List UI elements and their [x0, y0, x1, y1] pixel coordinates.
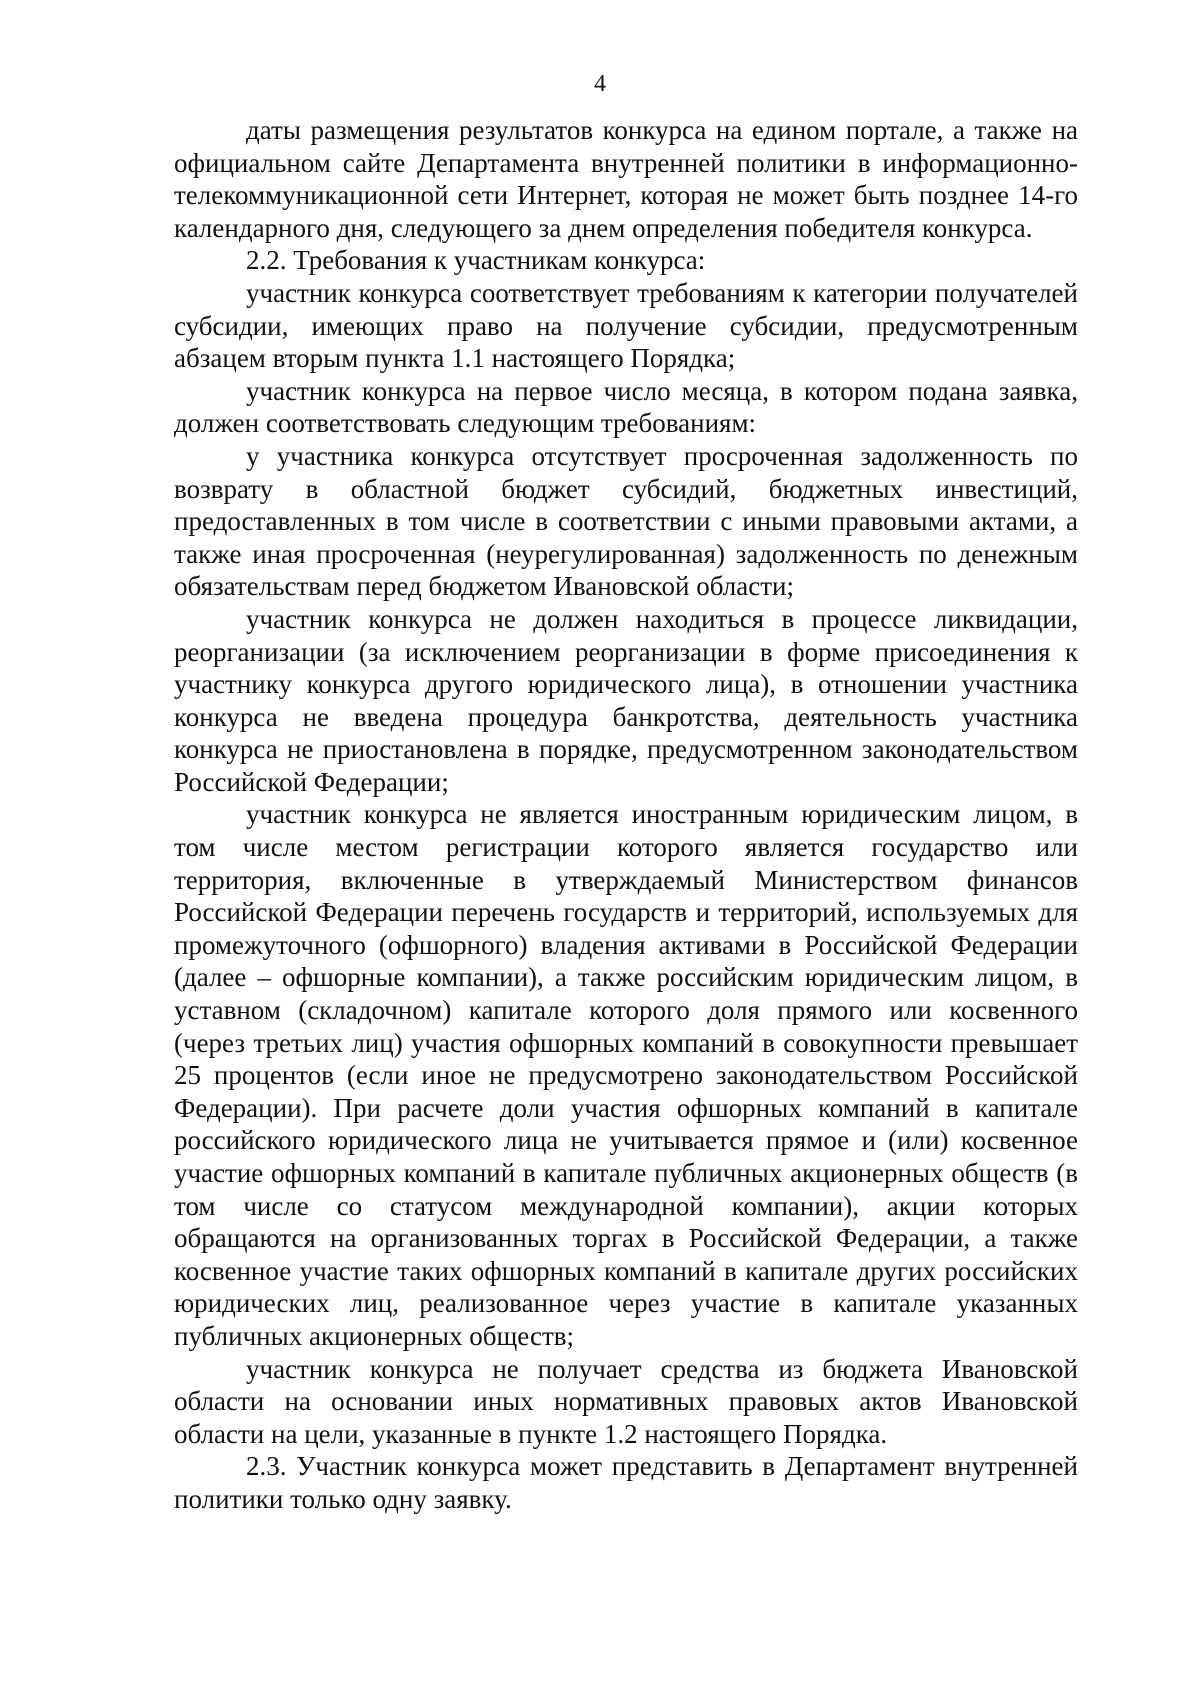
- paragraph-no-liquidation: участник конкурса не должен находиться в процессе ликвидации, реорганизации (за исключением реорганизации в форме присоединения к участнику конкурса другого юридического лица), в отношении участника конкурса не введена процедура банкротства, деятельность участника конкурса не приостановлена в порядке, предусмотренном законодательством Российской Федерации;: [174, 603, 1078, 797]
- page-number: 4: [594, 71, 606, 97]
- paragraph-section-2-3: 2.3. Участник конкурса может представить в Департамент внутренней политики только одну заявку.: [174, 1451, 1078, 1514]
- paragraph-no-other-funds: участник конкурса не получает средства из бюджета Ивановской области на основании иных нормативных правовых актов Ивановской области на цели, указанные в пункте 1.2 настоящего Порядка.: [174, 1353, 1078, 1449]
- paragraph-category-requirement: участник конкурса соответствует требованиям к категории получателей субсидии, имеющих право на получение субсидии, предусмотренным абзацем вторым пункта 1.1 настоящего Порядка;: [174, 277, 1078, 374]
- paragraph-not-foreign-entity: участник конкурса не является иностранным юридическим лицом, в том числе местом регистрации которого является государство или территория, включенные в утверждаемый Министерством финансов Российской Федерации перечень государств и территорий, используемых для промежуточного (офшорного) владения активами в Российской Федерации (далее – офшорные компании), а также российским юридическим лицом, в уставном (складочном) капитале которого доля прямого или косвенного (через третьих лиц) участия офшорных компаний в совокупности превышает 25 процентов (если иное не предусмотрено законодательством Российской Федерации). При расчете доли участия офшорных компаний в капитале российского юридического лица не учитывается прямое и (или) косвенное участие офшорных компаний в капитале публичных акционерных обществ (в том числе со статусом международной компании), акции которых обращаются на организованных торгах в Российской Федерации, а также косвенное участие таких офшорных компаний в капитале других российских юридических лиц, реализованное через участие в капитале указанных публичных акционерных обществ;: [174, 799, 1078, 1351]
- paragraph-no-debt: у участника конкурса отсутствует просроченная задолженность по возврату в областной бюджет субсидий, бюджетных инвестиций, предоставленных в том числе в соответствии с иными правовыми актами, а также иная просроченная (неурегулированная) задолженность по денежным обязательствам перед бюджетом Ивановской области;: [174, 440, 1078, 602]
- document-body: [174, 114, 1078, 1516]
- paragraph-announcement-date: даты размещения результатов конкурса на едином портале, а также на официальном сайте Департамента внутренней политики в информационно-телекоммуникационной сети Интернет, которая не может быть позднее 14-го календарного дня, следующего за днем определения победителя конкурса.: [174, 115, 1078, 243]
- paragraph-first-day-requirements: участник конкурса на первое число месяца, в котором подана заявка, должен соответствовать следующим требованиям:: [174, 375, 1078, 439]
- paragraph-section-2-2-heading: 2.2. Требования к участникам конкурса:: [246, 245, 706, 276]
